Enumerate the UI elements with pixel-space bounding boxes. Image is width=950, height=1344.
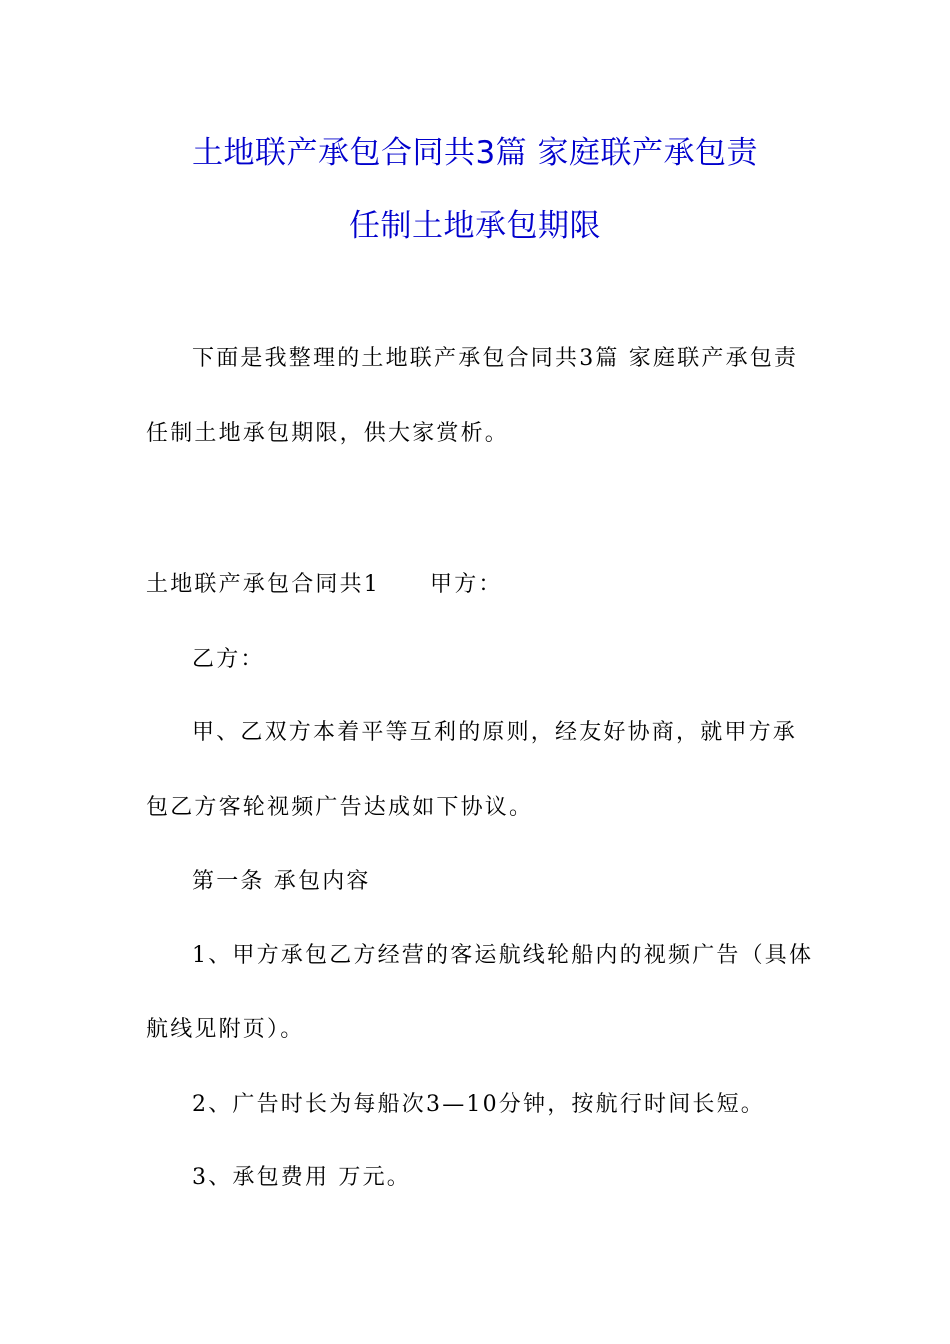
contract-heading: 土地联产承包合同共1 xyxy=(146,572,380,597)
party-b-label: 乙方： xyxy=(192,647,265,672)
item-2: 2、广告时长为每船次3—10分钟，按航行时间长短。 xyxy=(192,1092,765,1117)
paragraph-1-line-1: 甲、乙双方本着平等互利的原则，经友好协商，就甲方承 xyxy=(192,720,798,745)
contract-heading-row xyxy=(146,574,503,596)
document-title-line-2: 任制土地承包期限 xyxy=(349,208,601,244)
item-3: 3、承包费用 万元。 xyxy=(192,1165,411,1190)
document-title-line-1: 土地联产承包合同共3篇 家庭联产承包责 xyxy=(191,135,759,171)
article-1-heading: 第一条 承包内容 xyxy=(192,869,371,894)
intro-paragraph-line-2: 任制土地承包期限，供大家赏析。 xyxy=(146,421,510,446)
party-a-label: 甲方： xyxy=(430,572,503,597)
paragraph-1-line-2: 包乙方客轮视频广告达成如下协议。 xyxy=(146,795,534,820)
item-1-line-2: 航线见附页）。 xyxy=(146,1017,305,1042)
intro-paragraph-line-1: 下面是我整理的土地联产承包合同共3篇 家庭联产承包责 xyxy=(192,346,799,371)
item-1-line-1: 1、甲方承包乙方经营的客运航线轮船内的视频广告（具体 xyxy=(192,943,814,968)
